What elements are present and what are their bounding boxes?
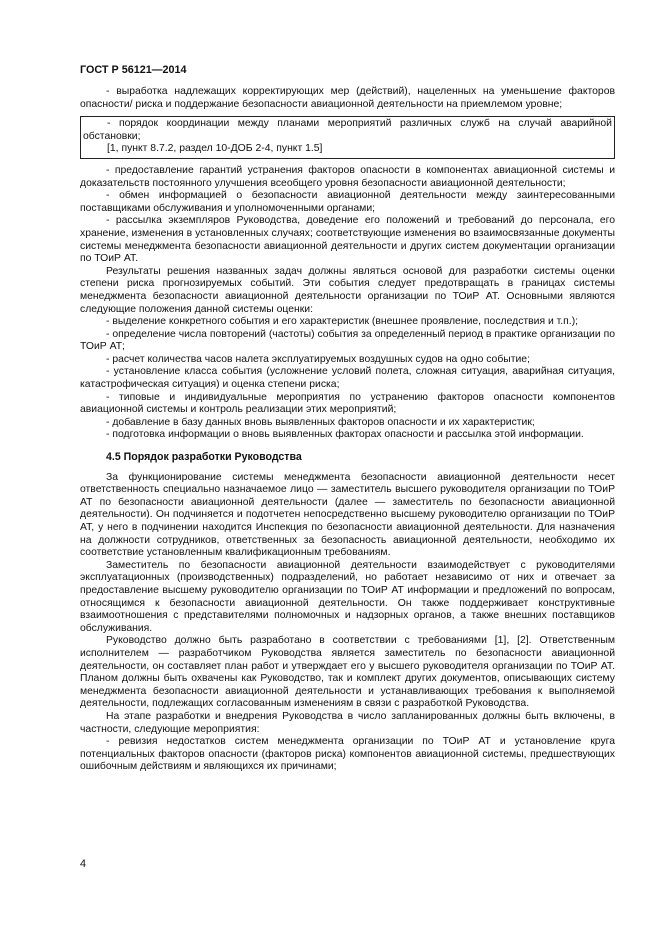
list-item: - обмен информацией о безопасности авиационной деятельности между заинтересованными поставщиками обслуживания и уполномоченными органами; (80, 190, 615, 214)
boxed-list-item: - порядок координации между планами мероприятий различных служб на случай аварийной обстановки; (83, 118, 612, 142)
assessment-item: - добавление в базу данных вновь выявленных факторов опасности и их характеристик; (106, 416, 535, 428)
section-paragraph: Руководство должно быть разработано в соответствии с требованиями [1], [2]. Ответственным исполнителем — разработчиком Руководства является заместитель по безопасности авиационной деятельности, он составляет план работ и утверждает его у высшего руководителя организации по ТОиР АТ. Планом должны быть охвачены как Руководство, так и комплект других документов, описывающих систему менеджмента безопасности авиационной деятельности и устанавливающих требования к выполняемой деятельности, подлежащих согласованным изменениям в связи с разработкой Руководства. (80, 635, 615, 710)
results-paragraph: Результаты решения названных задач должны являться основой для разработки системы оценки степени риска прогнозируемых событий. Эти события следует предотвращать в границах системы менеджмента безопасности авиационной деятельности организации по ТОиР АТ. Основными являются следующие положения данной системы оценки: (80, 265, 615, 315)
amendment-box (80, 116, 615, 159)
page-body (80, 86, 615, 774)
document-code-header: ГОСТ Р 56121—2014 (80, 64, 187, 76)
assessment-item: - типовые и индивидуальные мероприятия по устранению факторов опасности компонентов авиационной системы и контроль реализации этих мероприятий; (80, 391, 615, 416)
list-item: - предоставление гарантий устранения факторов опасности в компонентах авиационной системы и доказательств постоянного улучшения всеобщего уровня безопасности авиационной деятельности; (80, 164, 615, 189)
section-paragraph: На этапе разработки и внедрения Руководства в число запланированных должны быть включены, в частности, следующие мероприятия: (80, 710, 615, 735)
boxed-reference: [1, пункт 8.7.2, раздел 10-ДОБ 2-4, пункт 1.5] (107, 143, 323, 155)
assessment-item: - подготовка информации о вновь выявленных факторах опасности и рассылка этой информации. (106, 429, 584, 441)
section-paragraph: За функционирование системы менеджмента безопасности авиационной деятельности несет ответственность специально назначаемое лицо — заместитель высшего руководителя организации по ТОиР АТ по безопасности авиационной деятельности (далее — заместитель по безопасности авиационной деятельности). Он подчиняется и подотчетен непосредственно высшему руководителю организации по ТОиР АТ, у него в подчинении находится Инспекция по безопасности авиационной деятельности. Для назначения на должности сотрудников, ответственных за безопасность авиационной деятельности, необходимо их соответствие установленным квалификационным требованиям. (80, 471, 615, 559)
assessment-item: - установление класса события (усложнение условий полета, сложная ситуация, аварийная ситуация, катастрофическая ситуация) и оценка степени риска; (80, 366, 615, 391)
assessment-item: - определение числа повторений (частоты) события за определенный период в практике организации по ТОиР АТ; (80, 328, 615, 353)
section-paragraph: Заместитель по безопасности авиационной деятельности взаимодействует с руководителями эксплуатационных (производственных) подразделений, но работает независимо от них и отвечает за предоставление высшему руководителю организации по ТОиР АТ информации и предложений по вопросам, относящимся к безопасности авиационной деятельности. Он также поддерживает конструктивные взаимоотношения с представителями полномочных и надзорных органов, а также внешних поставщиков обслуживания. (80, 559, 615, 634)
page-number: 4 (80, 858, 87, 870)
list-item: - рассылка экземпляров Руководства, доведение его положений и требований до персонала, его хранение, изменения в установленных случаях; соответствующие изменения во взаимосвязанные документы системы менеджмента безопасности авиационной деятельности и других систем документации организации по ТОиР АТ. (80, 215, 615, 265)
list-item: - выработка надлежащих корректирующих мер (действий), нацеленных на уменьшение факторов опасности/ риска и поддержание безопасности авиационной деятельности на приемлемом уровне; (80, 86, 615, 110)
section-heading: 4.5 Порядок разработки Руководства (106, 451, 302, 464)
assessment-item: - выделение конкретного события и его характеристик (внешнее проявление, последствия и т.п.); (106, 316, 579, 328)
assessment-item: - расчет количества часов налета эксплуатируемых воздушных судов на одно событие; (106, 353, 530, 365)
section-list-item: - ревизия недостатков систем менеджмента организации по ТОиР АТ и установление круга потенциальных факторов опасности (факторов риска) компонентов авиационной системы, предшествующих ошибочным действиям и являющихся их причинами; (80, 736, 615, 773)
